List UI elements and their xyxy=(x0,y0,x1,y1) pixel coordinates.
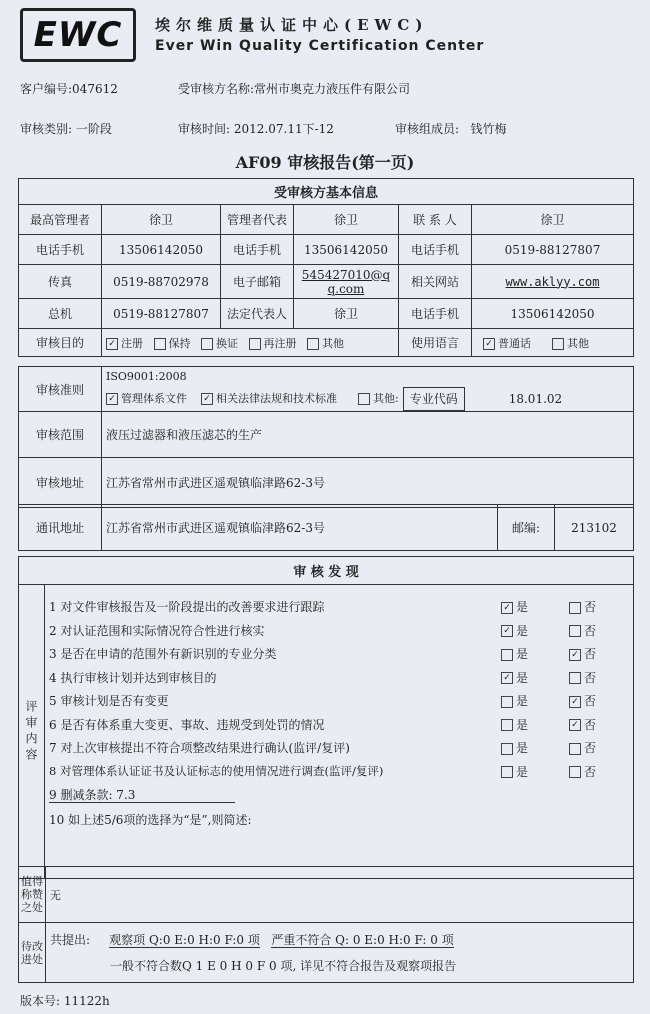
findings-title: 审 核 发 现 xyxy=(19,557,634,585)
finding-yes: 是 xyxy=(497,713,565,737)
mailing-address: 江苏省常州市武进区遥观镇临津路62-3号 xyxy=(102,505,498,551)
finding-yes: 是 xyxy=(497,760,565,784)
phone-label-2: 电话手机 xyxy=(221,235,294,265)
legal-rep-label: 法定代表人 xyxy=(221,299,294,329)
contact-label: 联 系 人 xyxy=(399,205,472,235)
finding-no: ✓ 否 xyxy=(565,642,634,666)
finding-item: 7 对上次审核提出不符合项整改结果进行确认(监评/复评) xyxy=(45,736,498,760)
purpose-option: 其他 xyxy=(307,337,344,350)
scope: 液压过滤器和液压滤芯的生产 xyxy=(102,412,634,458)
phone-2: 13506142050 xyxy=(294,235,399,265)
finding-no: 否 xyxy=(565,760,634,784)
switchboard: 0519-88127807 xyxy=(102,299,221,329)
finding-no: 否 xyxy=(565,736,634,760)
ewc-logo: EWC xyxy=(20,8,136,62)
improve-prefix: 共提出: xyxy=(50,932,91,947)
purpose-option: ✓ 注册 xyxy=(106,337,143,350)
finding-yes: 是 xyxy=(497,642,565,666)
checkbox xyxy=(201,338,213,350)
finding-no: ✓ 否 xyxy=(565,689,634,713)
checkbox xyxy=(358,393,370,405)
top-manager-label: 最高管理者 xyxy=(19,205,102,235)
audit-team: 审核组成员: 钱竹梅 xyxy=(395,122,507,136)
finding-no: 否 xyxy=(565,619,634,643)
audit-time: 审核时间: 2012.07.11下-12 xyxy=(178,122,334,136)
phone-3: 0519-88127807 xyxy=(472,235,634,265)
general-nc-counts: 一般不符合数Q 1 E 0 H 0 F 0 项, 详见不符合报告及观察项报告 xyxy=(110,958,457,973)
language-option: 其他 xyxy=(552,337,589,350)
criteria-standard: ISO9001:2008 xyxy=(106,370,187,383)
language-options xyxy=(472,329,634,357)
org-name-en: Ever Win Quality Certification Center xyxy=(155,38,485,54)
serious-nc-counts: 严重不符合 Q: 0 E:0 H:0 F: 0 项 xyxy=(271,932,454,947)
email: 545427010@qq.com xyxy=(294,265,399,299)
finding-item: 2 对认证范围和实际情况符合性进行核实 xyxy=(45,619,498,643)
finding-no: ✓ 否 xyxy=(565,713,634,737)
language-label: 使用语言 xyxy=(399,329,472,357)
phone-1: 13506142050 xyxy=(102,235,221,265)
criteria-option: ✓ 管理体系文件 xyxy=(106,389,187,409)
finding-no: 否 xyxy=(565,595,634,619)
zip-label: 邮编: xyxy=(498,505,555,551)
contact: 徐卫 xyxy=(472,205,634,235)
purpose-options xyxy=(102,329,399,357)
finding-yes: ✓ 是 xyxy=(497,666,565,690)
checkbox: ✓ xyxy=(483,338,495,350)
website: www.aklyy.com xyxy=(472,265,634,299)
zip: 213102 xyxy=(555,505,634,551)
item-10-description: 10 如上述5/6项的选择为“是”,则简述: xyxy=(45,807,634,879)
improve-label: 待改进处 xyxy=(19,923,46,983)
basic-info-table xyxy=(18,178,634,357)
finding-yes: 是 xyxy=(497,736,565,760)
phone-label: 电话手机 xyxy=(19,235,102,265)
checkbox xyxy=(249,338,261,350)
finding-item: 8 对管理体系认证证书及认证标志的使用情况进行调查(监评/复评) xyxy=(45,760,498,784)
specialty-code-label: 专业代码 xyxy=(403,387,465,411)
finding-yes: ✓ 是 xyxy=(497,595,565,619)
criteria-content xyxy=(102,367,634,412)
audit-address-label: 审核地址 xyxy=(19,458,102,508)
specialty-code: 18.01.02 xyxy=(508,392,563,406)
criteria-table xyxy=(18,366,634,508)
org-name-cn: 埃尔维质量认证中心(EWC) xyxy=(155,16,429,34)
audit-address: 江苏省常州市武进区遥观镇临津路62-3号 xyxy=(102,458,634,508)
mailing-table xyxy=(18,504,634,551)
audit-type: 审核类别: 一阶段 xyxy=(20,122,112,136)
language-option: ✓ 普通话 xyxy=(483,337,531,350)
purpose-option: 再注册 xyxy=(249,337,297,350)
finding-item: 4 执行审核计划并达到审核目的 xyxy=(45,666,498,690)
fax: 0519-88702978 xyxy=(102,265,221,299)
observation-counts: 观察项 Q:0 E:0 H:0 F:0 项 xyxy=(109,932,260,947)
checkbox: ✓ xyxy=(106,338,118,350)
legal-rep: 徐卫 xyxy=(294,299,399,329)
purpose-label: 审核目的 xyxy=(19,329,102,357)
mgr-rep-label: 管理者代表 xyxy=(221,205,294,235)
email-label: 电子邮箱 xyxy=(221,265,294,299)
phone-4: 13506142050 xyxy=(472,299,634,329)
finding-yes: 是 xyxy=(497,689,565,713)
checkbox: ✓ xyxy=(106,393,118,405)
finding-no: 否 xyxy=(565,666,634,690)
checkbox: ✓ xyxy=(201,393,213,405)
website-label: 相关网站 xyxy=(399,265,472,299)
praise-value: 无 xyxy=(46,867,634,923)
basic-info-title: 受审核方基本信息 xyxy=(19,179,634,205)
criteria-label: 审核准则 xyxy=(19,367,102,412)
auditee-name: 受审核方名称:常州市奥克力液压件有限公司 xyxy=(178,82,411,96)
praise-label: 值得称赞之处 xyxy=(19,867,46,923)
praise-table xyxy=(18,866,634,983)
checkbox xyxy=(552,338,564,350)
phone-label-4: 电话手机 xyxy=(399,299,472,329)
mailing-address-label: 通讯地址 xyxy=(19,505,102,551)
finding-item: 6 是否有体系重大变更、事故、违规受到处罚的情况 xyxy=(45,713,498,737)
report-title: AF09 审核报告(第一页) xyxy=(235,153,415,172)
checkbox xyxy=(307,338,319,350)
top-manager: 徐卫 xyxy=(102,205,221,235)
purpose-option: 保持 xyxy=(154,337,191,350)
scope-label: 审核范围 xyxy=(19,412,102,458)
mgr-rep: 徐卫 xyxy=(294,205,399,235)
purpose-option: 换证 xyxy=(201,337,238,350)
improve-content xyxy=(46,923,634,983)
fax-label: 传真 xyxy=(19,265,102,299)
client-number: 客户编号:047612 xyxy=(20,82,118,96)
checkbox xyxy=(154,338,166,350)
finding-item: 3 是否在申请的范围外有新识别的专业分类 xyxy=(45,642,498,666)
finding-yes: ✓ 是 xyxy=(497,619,565,643)
finding-item: 5 审核计划是否有变更 xyxy=(45,689,498,713)
finding-item: 1 对文件审核报告及一阶段提出的改善要求进行跟踪 xyxy=(45,595,498,619)
item-9-exclusion: 9 删减条款: 7.3 xyxy=(45,783,634,807)
phone-label-3: 电话手机 xyxy=(399,235,472,265)
criteria-option: ✓ 相关法律法规和技术标准 xyxy=(201,389,337,409)
version-number: 版本号: 11122h xyxy=(20,994,110,1008)
switchboard-label: 总机 xyxy=(19,299,102,329)
findings-side-label: 评审内容 xyxy=(19,585,45,879)
findings-table xyxy=(18,556,634,879)
criteria-option: 其他: xyxy=(358,389,399,409)
